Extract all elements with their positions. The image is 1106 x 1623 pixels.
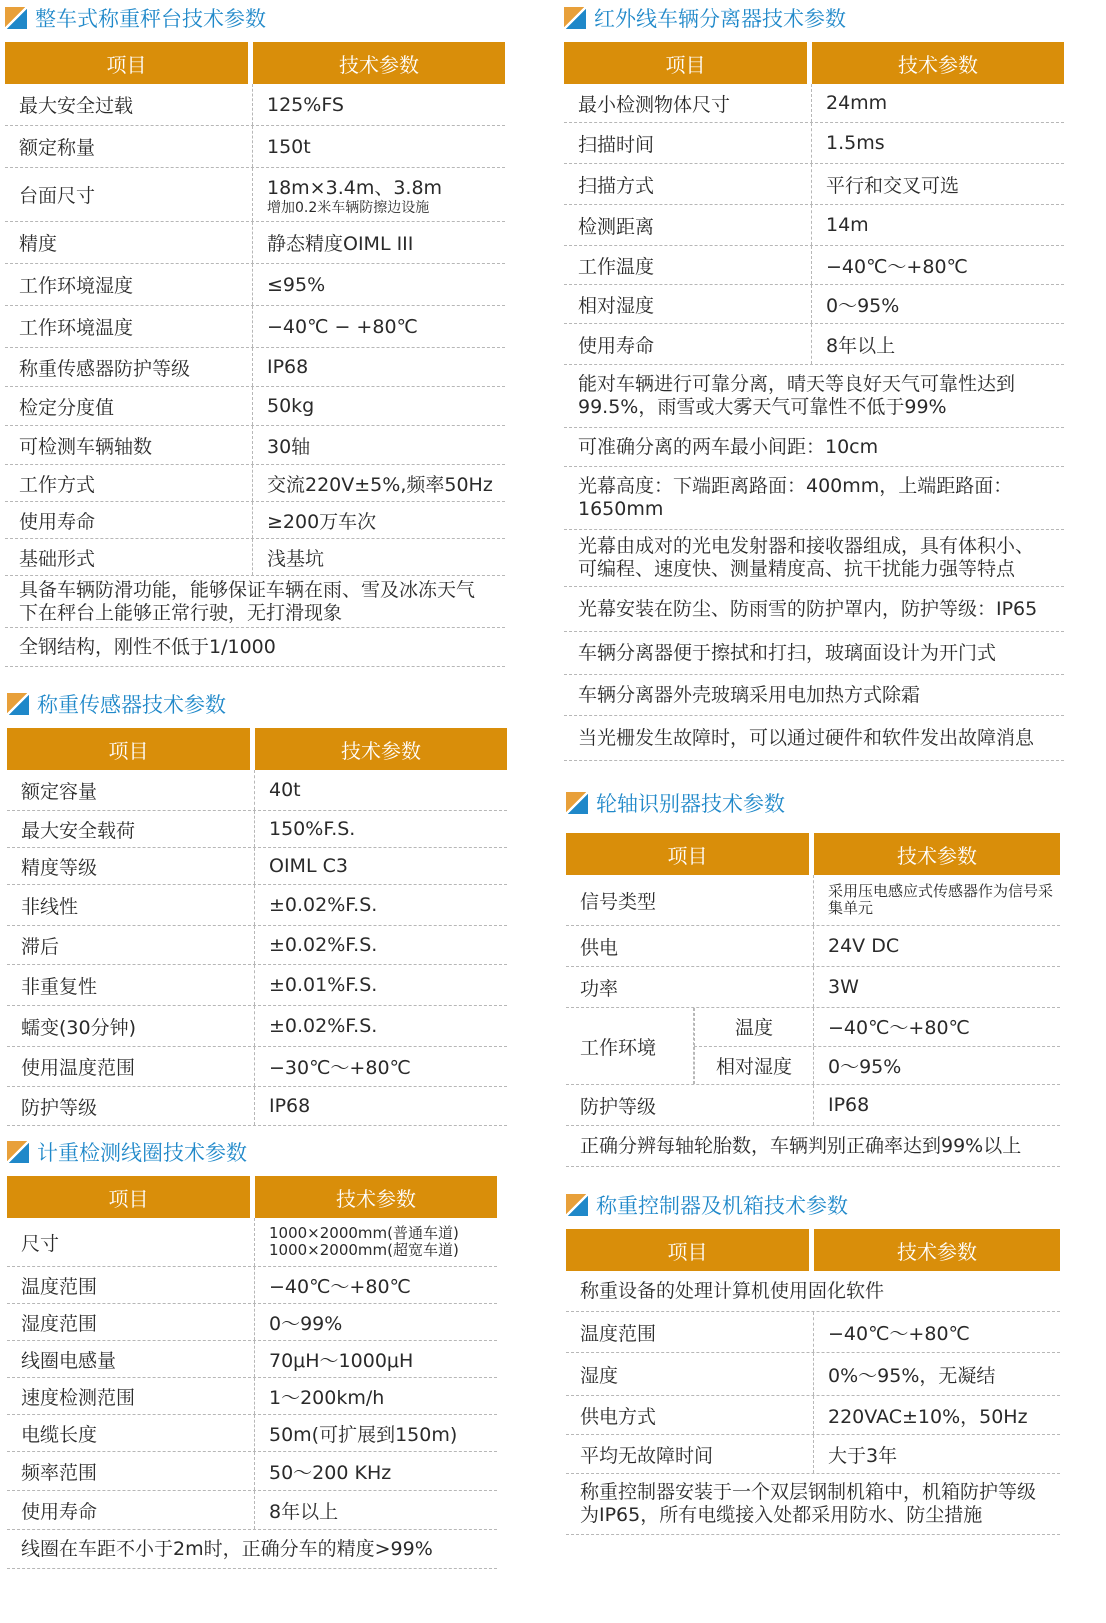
table-row: 基础形式 浅基坑 <box>5 539 505 576</box>
note-row: 正确分辨每轴轮胎数，车辆判别正确率达到99%以上 <box>566 1126 1060 1167</box>
table-row: 扫描时间 1.5ms <box>564 123 1064 164</box>
note-row: 车辆分离器外壳玻璃采用电加热方式除霜 <box>564 675 1064 716</box>
table-header: 项目 技术参数 <box>7 1176 497 1218</box>
table-row: 最小检测物体尺寸 24mm <box>564 84 1064 123</box>
section-title: 整车式称重秤台技术参数 <box>5 2 505 34</box>
table-header: 项目 技术参数 <box>566 1229 1060 1271</box>
table-header: 项目 技术参数 <box>566 833 1060 875</box>
table-row: 工作环境湿度 ≤95% <box>5 264 505 306</box>
note-row: 具备车辆防滑功能，能够保证车辆在雨、雪及冰冻天气下在秤台上能够正常行驶，无打滑现象 <box>5 576 505 628</box>
table-row: 湿度 0%～95%，无凝结 <box>566 1353 1060 1396</box>
table-row: 称重传感器防护等级 IP68 <box>5 348 505 387</box>
section-marker-icon <box>7 1141 29 1163</box>
section-marker-icon <box>564 7 586 29</box>
note-row: 当光栅发生故障时，可以通过硬件和软件发出故障消息 <box>564 716 1064 761</box>
note-row: 光幕安装在防尘、防雨雪的防护罩内，防护等级：IP65 <box>564 587 1064 632</box>
table-row: 额定称量 150t <box>5 126 505 168</box>
table-row: 温度范围 −40℃～+80℃ <box>566 1312 1060 1353</box>
table-row: 最大安全过载 125%FS <box>5 84 505 126</box>
table-row: 供电 24V DC <box>566 926 1060 967</box>
table-row: 扫描方式 平行和交叉可选 <box>564 164 1064 205</box>
infrared-section <box>564 2 1064 761</box>
note-row: 能对车辆进行可靠分离，晴天等良好天气可靠性达到99.5%，雨雪或大雾天气可靠性不低于99% <box>564 365 1064 428</box>
table-row: 电缆长度 50m(可扩展到150m) <box>7 1415 497 1452</box>
table-header: 项目 技术参数 <box>7 728 507 770</box>
table-row: 滞后 ±0.02%F.S. <box>7 926 507 965</box>
table-row: 最大安全载荷 150%F.S. <box>7 811 507 848</box>
section-title: 计重检测线圈技术参数 <box>7 1136 497 1168</box>
environment-row: 工作环境 温度 −40℃～+80℃ 相对湿度 0～95% <box>566 1008 1060 1085</box>
coil-section <box>7 1136 497 1569</box>
section-marker-icon <box>566 1194 588 1216</box>
section-title: 轮轴识别器技术参数 <box>566 787 1060 819</box>
section-title: 红外线车辆分离器技术参数 <box>564 2 1064 34</box>
table-row: 精度 静态精度OIML III <box>5 222 505 264</box>
table-row: 可检测车辆轴数 30轴 <box>5 426 505 465</box>
table-row: 功率 3W <box>566 967 1060 1008</box>
table-row: 湿度范围 0～99% <box>7 1304 497 1341</box>
note-row: 称重控制器安装于一个双层钢制机箱中，机箱防护等级为IP65，所有电缆接入处都采用防水、防尘措施 <box>566 1474 1060 1535</box>
section-title: 称重控制器及机箱技术参数 <box>566 1189 1060 1221</box>
section-marker-icon <box>5 7 27 29</box>
table-row: 非重复性 ±0.01%F.S. <box>7 965 507 1006</box>
table-header: 项目 技术参数 <box>5 42 505 84</box>
section-marker-icon <box>7 693 29 715</box>
note-row: 可准确分离的两车最小间距：10cm <box>564 428 1064 467</box>
table-row: 工作环境温度 −40℃ − +80℃ <box>5 306 505 348</box>
note-row: 光幕由成对的光电发射器和接收器组成，具有体积小、可编程、速度快、测量精度高、抗干扰能力强等特点 <box>564 530 1064 587</box>
table-row: 台面尺寸 18m×3.4m、3.8m 增加0.2米车辆防擦边设施 <box>5 168 505 222</box>
platform-section <box>5 2 505 667</box>
table-row: 平均无故障时间 大于3年 <box>566 1435 1060 1474</box>
table-row: 使用寿命 8年以上 <box>564 324 1064 365</box>
table-header: 项目 技术参数 <box>564 42 1064 84</box>
table-row: 使用温度范围 −30℃～+80℃ <box>7 1047 507 1087</box>
table-row: 工作方式 交流220V±5%,频率50Hz <box>5 465 505 502</box>
note-row: 全钢结构，刚性不低于1/1000 <box>5 628 505 667</box>
table-row: 精度等级 OIML C3 <box>7 848 507 885</box>
table-row: 工作温度 −40℃～+80℃ <box>564 246 1064 285</box>
table-row: 温度范围 −40℃～+80℃ <box>7 1267 497 1304</box>
table-row: 线圈电感量 70μH～1000μH <box>7 1341 497 1378</box>
table-row: 蠕变(30分钟) ±0.02%F.S. <box>7 1006 507 1047</box>
table-row: 检定分度值 50kg <box>5 387 505 426</box>
table-row: 防护等级 IP68 <box>566 1085 1060 1126</box>
table-row: 防护等级 IP68 <box>7 1087 507 1126</box>
section-marker-icon <box>566 792 588 814</box>
note-row: 线圈在车距不小于2m时，正确分车的精度>99% <box>7 1530 497 1569</box>
sensor-section <box>7 688 507 1126</box>
section-title: 称重传感器技术参数 <box>7 688 507 720</box>
table-row: 供电方式 220VAC±10%，50Hz <box>566 1396 1060 1435</box>
note-row: 光幕高度：下端距离路面：400mm，上端距路面：1650mm <box>564 467 1064 530</box>
controller-section <box>566 1189 1060 1535</box>
table-row: 额定容量 40t <box>7 770 507 811</box>
table-row: 检测距离 14m <box>564 205 1064 246</box>
table-row: 使用寿命 ≥200万车次 <box>5 502 505 539</box>
axle-section <box>566 787 1060 1167</box>
table-row: 频率范围 50～200 KHz <box>7 1452 497 1491</box>
table-row: 非线性 ±0.02%F.S. <box>7 885 507 926</box>
table-row: 信号类型 采用压电感应式传感器作为信号采集单元 <box>566 875 1060 926</box>
table-row: 使用寿命 8年以上 <box>7 1491 497 1530</box>
table-row: 尺寸 1000×2000mm(普通车道) 1000×2000mm(超宽车道) <box>7 1218 497 1267</box>
note-row: 称重设备的处理计算机使用固化软件 <box>566 1271 1060 1312</box>
table-row: 速度检测范围 1～200km/h <box>7 1378 497 1415</box>
note-row: 车辆分离器便于擦拭和打扫，玻璃面设计为开门式 <box>564 632 1064 675</box>
table-row: 相对湿度 0～95% <box>564 285 1064 324</box>
